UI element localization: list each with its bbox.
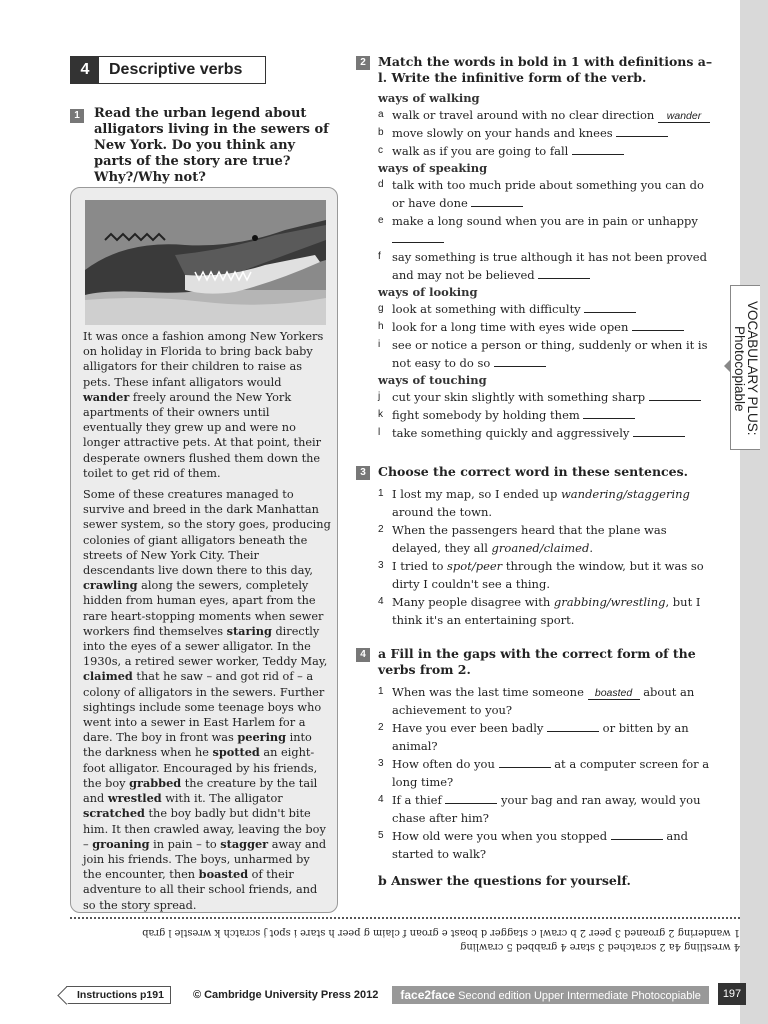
- brand-bar: [392, 986, 709, 1004]
- side-tab: [730, 285, 760, 450]
- sentence-text: around the town.: [392, 505, 493, 519]
- definition-letter: b: [378, 127, 384, 138]
- definition-item: [356, 318, 716, 336]
- sentence-text: .: [589, 541, 593, 555]
- bold-verb: scratched: [83, 806, 145, 821]
- bold-verb: staring: [226, 623, 272, 638]
- answer-gap[interactable]: [572, 144, 624, 155]
- exercise-1: [70, 106, 335, 186]
- definition-item: [356, 388, 716, 406]
- question-number: 5: [378, 830, 384, 841]
- definition-item: [356, 336, 716, 372]
- answer-gap[interactable]: [392, 232, 444, 243]
- answer-key-line-1: 1 wandering 2 groaned 3 peer 2 b crawl c stagger d boast e groan f claim g peer h stare i spot j scratch k wrestle l grab: [142, 927, 740, 938]
- bold-verb: wrestled: [107, 791, 162, 806]
- answer-gap[interactable]: [538, 268, 590, 279]
- exercise-4-number: 4: [356, 648, 370, 662]
- story-text-run: It was once a fashion among New Yorkers on holiday in Florida to bring back baby alligators for their children to raise as pets. These infant alligators would: [83, 330, 324, 389]
- question-item: [356, 755, 716, 791]
- bold-verb: boasted: [198, 867, 249, 882]
- copyright: © Cambridge University Press 2012: [192, 989, 379, 1001]
- exercise-4-items: [356, 683, 716, 863]
- story-text-run: Some of these creatures managed to survive and breed in the dark Manhattan sewer system, so the story goes, producing colonies of giant alligators beneath the streets of New York City. Their descendants live down there to this day,: [83, 488, 331, 578]
- definition-letter: d: [378, 179, 384, 190]
- exercise-2: [356, 54, 716, 442]
- definition-letter: i: [378, 339, 381, 350]
- definition-letter: h: [378, 321, 384, 332]
- page-number: 197: [718, 983, 746, 1005]
- story-panel: [70, 187, 338, 913]
- exercise-3-number: 3: [356, 466, 370, 480]
- question-text: your bag and ran away, would you chase after him?: [392, 793, 701, 825]
- word-choice[interactable]: grabbing/wrestling: [553, 595, 666, 609]
- side-tab-label: VOCABULARY PLUS: Photocopiable: [732, 301, 760, 436]
- answer-gap[interactable]: [632, 320, 684, 331]
- question-text: If a thief: [392, 793, 446, 807]
- answer-key: [72, 925, 740, 953]
- story-text-run: freely around the New York apartments of their owners until eventually they grew up and were no longer attractive pets. At that point, their desperate owners flushed them down the toilet to get rid of them.: [83, 390, 322, 480]
- answer-gap[interactable]: [633, 426, 685, 437]
- definition-letter: e: [378, 215, 384, 226]
- answer-gap[interactable]: [547, 721, 599, 732]
- question-text: How often do you: [392, 757, 499, 771]
- question-text: Have you ever been badly: [392, 721, 548, 735]
- question-text: When was the last time someone: [392, 685, 588, 699]
- answer-gap[interactable]: [584, 302, 636, 313]
- definition-text: cut your skin slightly with something sharp: [392, 390, 649, 404]
- definition-letter: l: [378, 427, 381, 438]
- definition-letter: k: [378, 409, 383, 420]
- question-item: [356, 683, 716, 719]
- sentence-number: 1: [378, 488, 384, 499]
- exercise-4b-instruction: b Answer the questions for yourself.: [378, 873, 631, 888]
- definition-item: [356, 424, 716, 442]
- answer-gap[interactable]: [616, 126, 668, 137]
- story-text-run: directly into the eyes of a sewer alligator. In the 1930s, a retired sewer worker, Teddy May,: [83, 624, 328, 669]
- story-paragraph-2: [83, 487, 331, 913]
- answer-divider: [70, 917, 740, 919]
- bold-verb: claimed: [83, 669, 133, 684]
- definition-letter: f: [378, 251, 381, 262]
- question-text: or bitten by an animal?: [392, 721, 689, 753]
- definition-group-label: ways of walking: [378, 91, 480, 105]
- sentence-item: [356, 593, 716, 629]
- definition-text: make a long sound when you are in pain or unhappy: [392, 214, 698, 228]
- story-text-run: away and join his friends. The boys, unharmed by the encounter, then: [83, 837, 327, 882]
- definition-item: [356, 248, 716, 284]
- definition-group-label: ways of looking: [378, 285, 478, 299]
- answer-gap[interactable]: wander: [658, 111, 710, 123]
- sentence-text: I tried to: [392, 559, 448, 573]
- definition-letter: c: [378, 145, 383, 156]
- exercise-2-instruction: Match the words in bold in 1 with definitions a–l. Write the infinitive form of the verb.: [378, 54, 713, 85]
- question-item: [356, 827, 716, 863]
- bold-verb: peering: [237, 730, 287, 745]
- definition-text: move slowly on your hands and knees: [392, 126, 617, 140]
- exercise-2-heading: [356, 54, 716, 86]
- definition-letter: g: [378, 303, 384, 314]
- exercise-2-items: [356, 90, 716, 442]
- bold-verb: spotted: [212, 745, 260, 760]
- story-text-run: that he saw – and got rid of – a colony of alligators in the sewers. Further sightings include some teenage boys who went into a sewer in East Harlem for a dare. The boy in front was: [83, 670, 325, 745]
- exercise-1-question: Read the urban legend about alligators living in the sewers of New York. Do you think any parts of the story are true? Why?/Why not?: [94, 106, 329, 185]
- section-number: 4: [71, 57, 99, 83]
- definition-text: look at something with difficulty: [392, 302, 585, 316]
- sentence-number: 3: [378, 560, 384, 571]
- sentence-number: 4: [378, 596, 384, 607]
- definition-text: fight somebody by holding them: [392, 408, 584, 422]
- bold-verb: wander: [83, 389, 130, 404]
- story-paragraph-1: [83, 329, 331, 481]
- answer-gap[interactable]: boasted: [588, 688, 640, 700]
- answer-gap[interactable]: [471, 196, 523, 207]
- bold-verb: groaning: [92, 836, 150, 851]
- question-number: 4: [378, 794, 384, 805]
- exercise-3: [356, 464, 716, 629]
- answer-gap[interactable]: [649, 390, 701, 401]
- answer-gap[interactable]: [583, 408, 635, 419]
- question-text: at a computer screen for a long time?: [392, 757, 710, 789]
- question-number: 3: [378, 758, 384, 769]
- section-title: [70, 56, 266, 84]
- question-number: 1: [378, 686, 384, 697]
- side-tab-notch: [724, 360, 730, 372]
- definition-group-label: ways of speaking: [378, 161, 488, 175]
- word-choice[interactable]: spot/peer: [447, 559, 503, 573]
- word-choice[interactable]: groaned/claimed: [491, 541, 590, 555]
- definition-item: [356, 106, 716, 124]
- footer: [66, 985, 709, 1005]
- sentence-text: Many people disagree with: [392, 595, 554, 609]
- side-strip: [740, 0, 768, 1024]
- definition-text: talk with too much pride about something you can do or have done: [392, 178, 704, 210]
- definition-item: [356, 212, 716, 248]
- definition-text: say something is true although it has not been proved and may not be believed: [392, 250, 707, 282]
- story-text-run: along the sewers, completely hidden from human eyes, apart from the rare heart-stopping moments when sewer workers find themselves: [83, 579, 324, 638]
- edition-label: Second edition Upper Intermediate Photocopiable: [458, 990, 701, 1002]
- bold-verb: grabbed: [129, 775, 182, 790]
- section-title-text: Descriptive verbs: [109, 61, 243, 78]
- definition-letter: j: [378, 391, 381, 402]
- definition-text: walk or travel around with no clear direction: [392, 108, 658, 122]
- definition-text: walk as if you are going to fall: [392, 144, 573, 158]
- story-text-run: the creature by the tail and: [83, 776, 318, 806]
- definition-letter: a: [378, 109, 384, 120]
- definition-group-label: ways of touching: [378, 373, 487, 387]
- sentence-text: When the passengers heard that the plane was delayed, they all: [392, 523, 667, 555]
- question-item: [356, 791, 716, 827]
- question-item: [356, 719, 716, 755]
- story-text-run: in pain – to: [149, 837, 221, 851]
- story-text-run: into the darkness when he: [83, 731, 312, 760]
- definition-item: [356, 300, 716, 318]
- alligator-image: [85, 200, 326, 325]
- exercise-3-items: [356, 485, 716, 629]
- instructions-link[interactable]: Instructions p191: [66, 986, 171, 1004]
- definition-item: [356, 176, 716, 212]
- answer-gap[interactable]: [445, 793, 497, 804]
- answer-gap[interactable]: [611, 829, 663, 840]
- exercise-4a-instruction: a Fill in the gaps with the correct form of the verbs from 2.: [378, 646, 696, 677]
- exercise-4-heading: [356, 646, 716, 678]
- exercise-3-heading: [356, 464, 716, 480]
- definition-text: look for a long time with eyes wide open: [392, 320, 633, 334]
- alligator-photo: [85, 200, 326, 325]
- question-text: and started to walk?: [392, 829, 689, 861]
- sentence-text: I lost my map, so I ended up: [392, 487, 561, 501]
- word-choice[interactable]: wandering/staggering: [560, 487, 690, 501]
- bold-verb: crawling: [83, 578, 138, 593]
- answer-gap[interactable]: [494, 356, 546, 367]
- definition-item: [356, 142, 716, 160]
- sentence-number: 2: [378, 524, 384, 535]
- question-text: about an achievement to you?: [392, 685, 695, 717]
- story-text-run: with it. The alligator: [161, 792, 283, 806]
- story-text-run: an eight-foot alligator. Encouraged by his friends, the boy: [83, 746, 318, 790]
- sentence-item: [356, 557, 716, 593]
- sentence-text: , but I think it's an entertaining sport.: [392, 595, 701, 627]
- exercise-2-number: 2: [356, 56, 370, 70]
- definition-item: [356, 124, 716, 142]
- exercise-4: [356, 646, 716, 889]
- brand-name: face2face: [400, 988, 456, 1002]
- answer-gap[interactable]: [499, 757, 551, 768]
- question-text: How old were you when you stopped: [392, 829, 611, 843]
- sentence-item: [356, 485, 716, 521]
- definition-text: take something quickly and aggressively: [392, 426, 634, 440]
- sentence-text: through the window, but it was so dirty I couldn't see a thing.: [392, 559, 704, 591]
- question-number: 2: [378, 722, 384, 733]
- story-text-run: of their adventure to all their school friends, and so the story spread.: [83, 868, 318, 912]
- story-text: [83, 329, 331, 919]
- sentence-item: [356, 521, 716, 557]
- answer-key-line-2: 4 wrestling 4a 2 scratched 3 stare 4 grabbed 5 crawling: [460, 941, 740, 952]
- exercise-3-instruction: Choose the correct word in these sentences.: [378, 464, 688, 479]
- bold-verb: stagger: [220, 836, 269, 851]
- definition-text: see or notice a person or thing, suddenly or when it is not easy to do so: [392, 338, 708, 370]
- story-text-run: the boy badly but didn't bite him. It then crawled away, leaving the boy –: [83, 807, 326, 851]
- definition-item: [356, 406, 716, 424]
- exercise-1-number: 1: [70, 109, 84, 123]
